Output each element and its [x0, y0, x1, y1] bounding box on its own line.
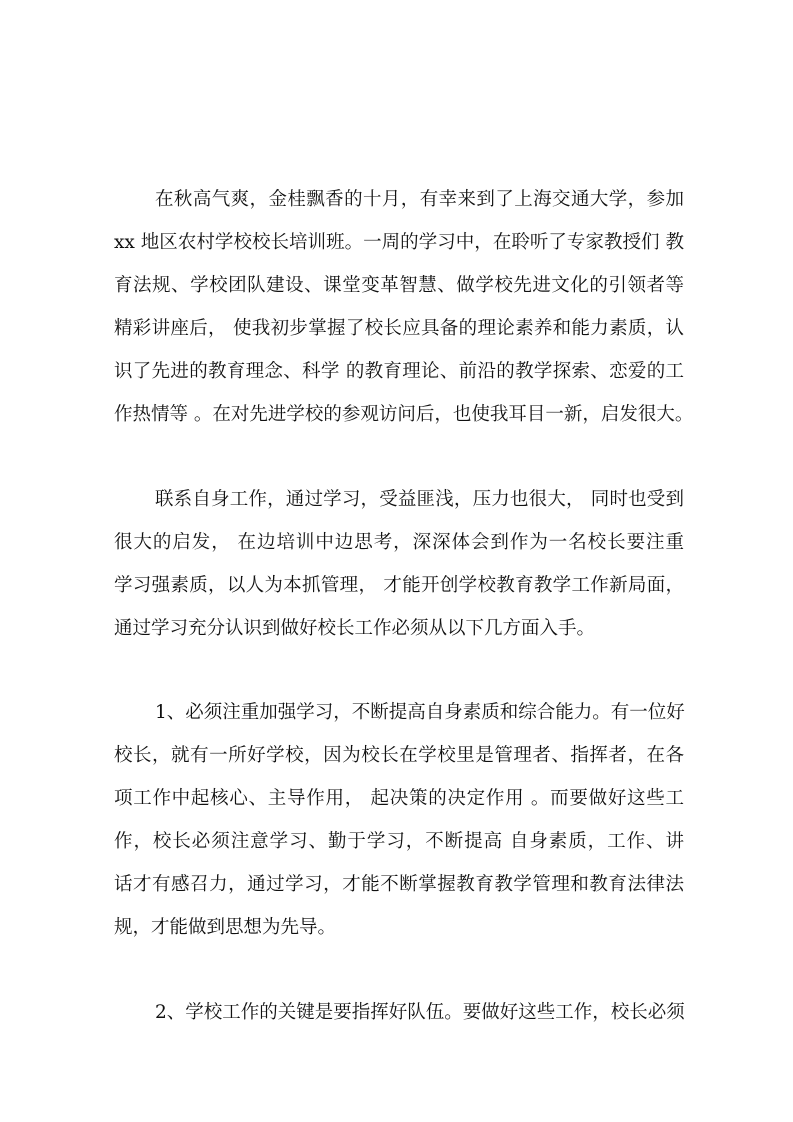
text-line: 话才有感召力，通过学习，才能不断掌握教育教学管理和教育法律法: [114, 874, 684, 895]
text-line: 很大的启发， 在边培训中边思考，深深体会到作为一名校长要注重: [114, 532, 684, 553]
text-line: 校长，就有一所好学校，因为校长在学校里是管理者、指挥者，在各: [114, 745, 684, 766]
text-line: 精彩讲座后， 使我初步掌握了校长应具备的理论素养和能力素质，认: [114, 318, 684, 339]
text-line: 联系自身工作，通过学习，受益匪浅，压力也很大， 同时也受到: [155, 489, 684, 510]
text-line: 1、必须注重加强学习，不断提高自身素质和综合能力。有一位好: [155, 702, 685, 723]
text-line: xx 地区农村学校校长培训班。一周的学习中，在聆听了专家教授们 教: [114, 232, 684, 253]
text-line: 在秋高气爽，金桂飘香的十月，有幸来到了上海交通大学，参加: [155, 189, 684, 210]
text-line: 作，校长必须注意学习、勤于学习，不断提高 自身素质，工作、讲: [114, 831, 684, 852]
text-line: 2、学校工作的关键是要指挥好队伍。要做好这些工作，校长必须: [155, 1002, 685, 1023]
text-line: 学习强素质，以人为本抓管理， 才能开创学校教育教学工作新局面，: [114, 575, 684, 596]
text-line: 育法规、学校团队建设、课堂变革智慧、做学校先进文化的引领者等: [114, 275, 684, 296]
text-line: 识了先进的教育理念、科学 的教育理论、前沿的教学探索、恋爱的工: [114, 361, 684, 382]
text-line: 规，才能做到思想为先导。: [114, 917, 337, 938]
text-line: 项工作中起核心、主导作用， 起决策的决定作用 。而要做好这些工: [114, 788, 684, 809]
text-line: 作热情等 。在对先进学校的参观访问后，也使我耳目一新，启发很大。: [114, 404, 694, 425]
text-line: 通过学习充分认识到做好校长工作必须从以下几方面入手。: [114, 618, 596, 639]
